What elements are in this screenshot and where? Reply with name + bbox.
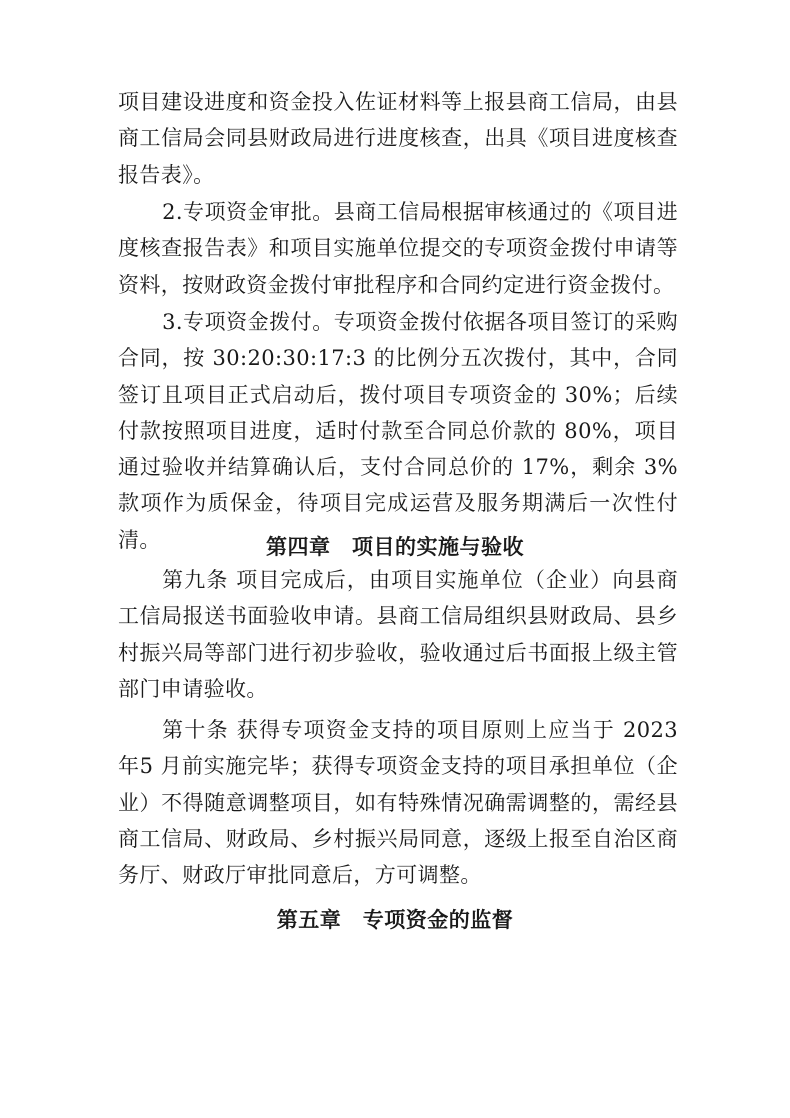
paragraph-fund-approval: 2.专项资金审批。县商工信局根据审核通过的《项目进度核查报告表》和项目实施单位提交的专项资金拨付申请等资料，按财政资金拨付审批程序和合同约定进行资金拨付。 <box>118 200 678 297</box>
chapter-four-heading: 第四章 项目的实施与验收 <box>266 535 524 559</box>
chapter-five-heading: 第五章 专项资金的监督 <box>276 908 514 932</box>
paragraph-progress-report: 项目建设进度和资金投入佐证材料等上报县商工信局，由县商工信局会同县财政局进行进度核查，出具《项目进度核查报告表》。 <box>118 90 678 187</box>
article-ten: 第十条 获得专项资金支持的项目原则上应当于 2023 年5 月前实施完毕；获得专项资金支持的项目承担单位（企业）不得随意调整项目，如有特殊情况确需调整的，需经县商工信局、财政局、乡村振兴局同意，逐级上报至自治区商务厅、财政厅审批同意后，方可调整。 <box>118 718 678 888</box>
paragraph-fund-disbursement: 3.专项资金拨付。专项资金拨付依据各项目签订的采购合同，按 30:20:30:17:3 的比例分五次拨付，其中，合同签订且项目正式启动后，拨付项目专项资金的 30%；后续付款按照项目进度，适时付款至合同总价款的 80%，项目通过验收并结算确认后，支付合同总价的 17%，剩余 3%款项作为质保金，待项目完成运营及服务期满后一次性付清。 <box>118 310 678 552</box>
article-nine: 第九条 项目完成后，由项目实施单位（企业）向县商工信局报送书面验收申请。县商工信局组织县财政局、县乡村振兴局等部门进行初步验收，验收通过后书面报上级主管部门申请验收。 <box>118 568 678 701</box>
